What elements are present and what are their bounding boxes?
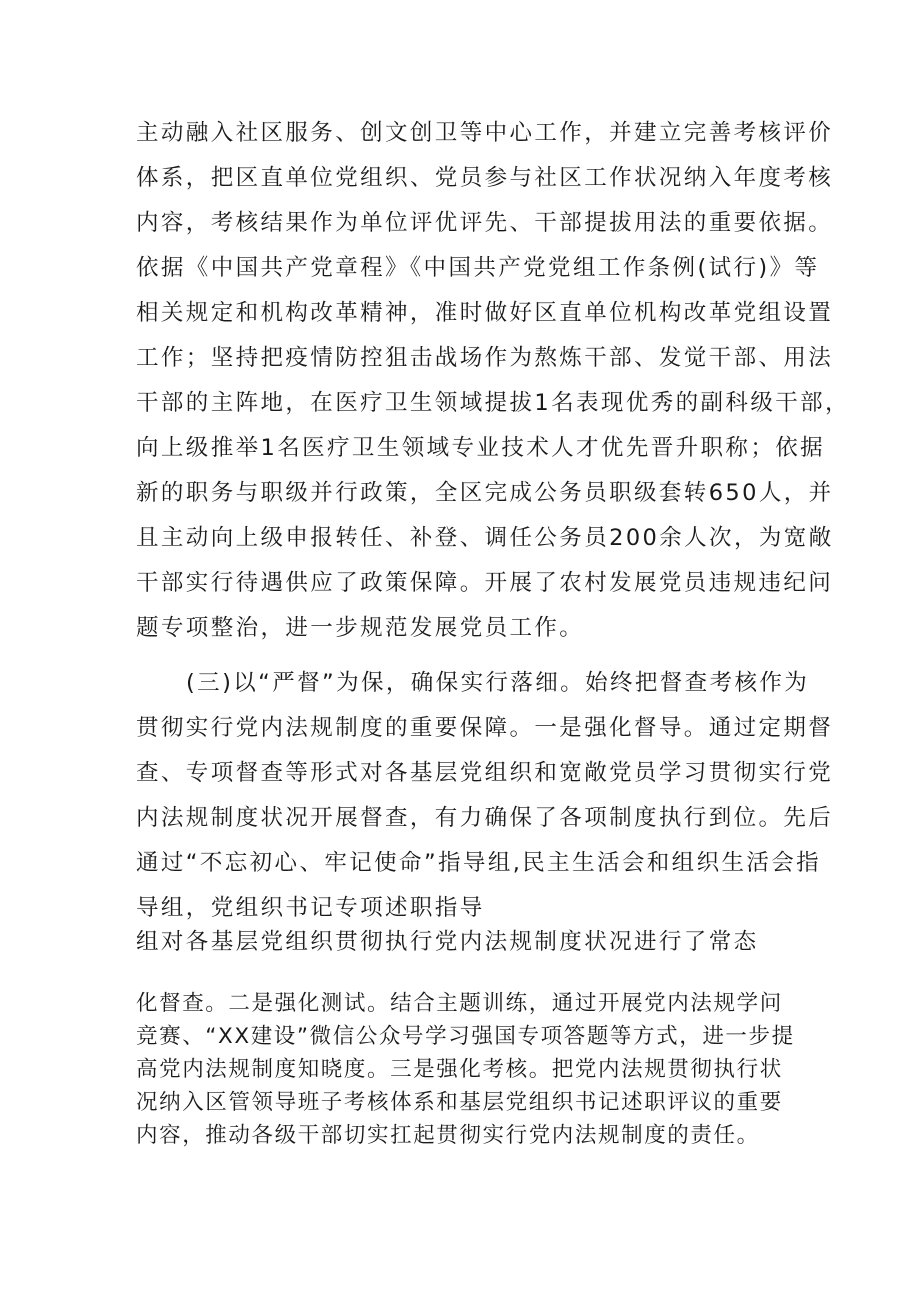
text-line: 导组，党组织书记专项述职指导 xyxy=(136,895,485,921)
text-line: 组对各基层党组织贯彻执行党内法规制度状况进行了常态 xyxy=(136,929,759,955)
text-line: 向上级推举1名医疗卫生领域专业技术人才优先晋升职称；依据 xyxy=(136,435,826,461)
text-line: 内容，推动各级干部切实扛起贯彻实行党内法规制度的责任。 xyxy=(136,1123,760,1148)
text-line: 通过“不忘初心、牢记使命”指导组,民主生活会和组织生活会指 xyxy=(136,850,822,876)
text-line: 况纳入区管领导班子考核体系和基层党组织书记述职评议的重要 xyxy=(136,1090,783,1115)
text-line: 内容，考核结果作为单位评优评先、干部提拔用法的重要依据。 xyxy=(136,210,834,236)
text-line: 竞赛、“XX建设”微信公众号学习强国专项答题等方式，进一步提 xyxy=(136,1024,795,1049)
text-line: 工作；坚持把疫情防控狙击战场作为熬炼干部、发觉干部、用法 xyxy=(136,345,834,371)
text-line: 依据《中国共产党章程》《中国共产党党组工作条例(试行)》等 xyxy=(136,255,820,281)
text-line: 体系，把区直单位党组织、党员参与社区工作状况纳入年度考核 xyxy=(136,165,834,191)
section-heading-line: (三)以“严督”为保，确保实行落细。始终把督查考核作为 xyxy=(186,670,810,696)
text-line: 高党内法规制度知晓度。三是强化考核。把党内法规贯彻执行状 xyxy=(136,1057,783,1082)
text-line: 题专项整治，进一步规范发展党员工作。 xyxy=(136,615,585,641)
text-line: 新的职务与职级并行政策，全区完成公务员职级套转650人，并 xyxy=(136,480,834,506)
text-line: 化督查。二是强化测试。结合主题训练，通过开展党内法规学问 xyxy=(136,991,783,1016)
text-line: 且主动向上级申报转任、补登、调任公务员200余人次，为宽敞 xyxy=(136,525,834,551)
text-line: 主动融入社区服务、创文创卫等中心工作，并建立完善考核评价 xyxy=(136,120,834,146)
text-line: 相关规定和机构改革精神，准时做好区直单位机构改革党组设置 xyxy=(136,300,834,326)
text-line: 内法规制度状况开展督查，有力确保了各项制度执行到位。先后 xyxy=(136,805,834,831)
text-line: 干部的主阵地，在医疗卫生领域提拔1名表现优秀的副科级干部， xyxy=(136,390,850,416)
text-line: 贯彻实行党内法规制度的重要保障。一是强化督导。通过定期督 xyxy=(136,715,834,741)
text-line: 干部实行待遇供应了政策保障。开展了农村发展党员违规违纪问 xyxy=(136,570,834,596)
text-line: 查、专项督查等形式对各基层党组织和宽敞党员学习贯彻实行党 xyxy=(136,760,834,786)
